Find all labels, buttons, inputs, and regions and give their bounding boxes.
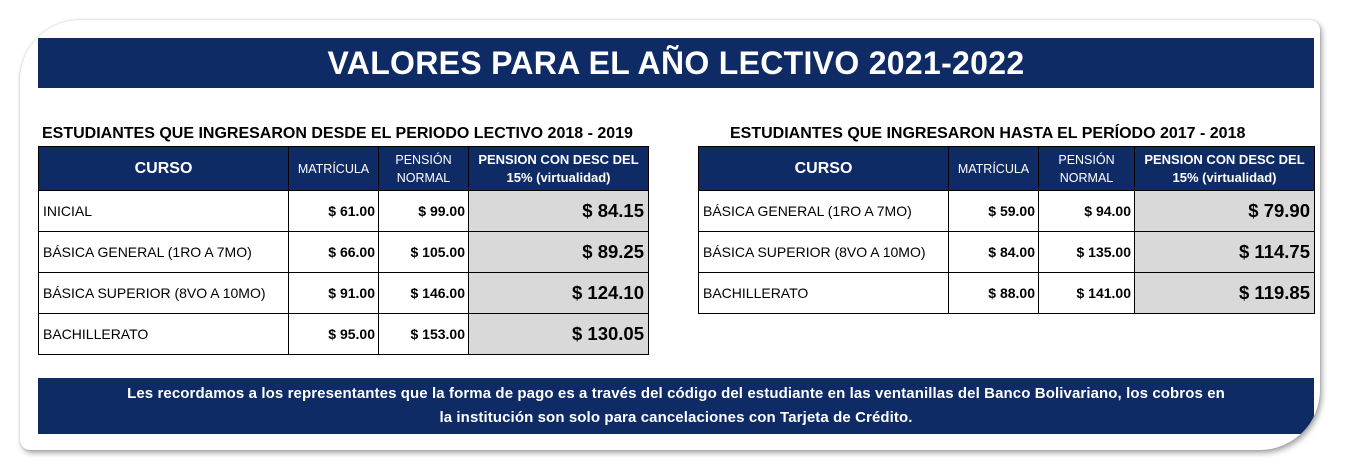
- fees-card: [20, 20, 1320, 450]
- table-header-row: [699, 147, 1315, 191]
- normal-pension-column-header: [379, 147, 469, 191]
- course-cell: BÁSICA GENERAL (1RO A 7MO): [699, 191, 949, 232]
- pension-cell: $ 135.00: [1039, 232, 1135, 273]
- header-line: PENSIÓN: [395, 152, 452, 167]
- page-title: VALORES PARA EL AÑO LECTIVO 2021-2022: [327, 44, 1025, 81]
- header-line: PENSION CON DESC DEL: [1144, 151, 1305, 167]
- enrollment-cell: $ 59.00: [949, 191, 1039, 232]
- table-row: [699, 191, 1315, 232]
- enrollment-column-header: MATRÍCULA: [289, 147, 379, 191]
- pension-cell: $ 141.00: [1039, 273, 1135, 314]
- enrollment-cell: $ 95.00: [289, 314, 379, 355]
- table-header-row: [39, 147, 649, 191]
- discount-cell: $ 124.10: [469, 273, 649, 314]
- left-fees-table: [38, 146, 649, 355]
- table-row: [39, 191, 649, 232]
- right-table-heading: ESTUDIANTES QUE INGRESARON HASTA EL PERÍODO 2017 - 2018: [730, 125, 1246, 142]
- course-column-header: CURSO: [39, 147, 289, 191]
- enrollment-cell: $ 66.00: [289, 232, 379, 273]
- course-cell: BÁSICA SUPERIOR (8VO A 10MO): [699, 232, 949, 273]
- pension-cell: $ 146.00: [379, 273, 469, 314]
- discount-cell: $ 114.75: [1135, 232, 1315, 273]
- header-line: 15% (virtualidad): [506, 169, 611, 185]
- course-cell: BACHILLERATO: [39, 314, 289, 355]
- enrollment-cell: $ 88.00: [949, 273, 1039, 314]
- notice-line-2: la institución son solo para cancelaciones con Tarjeta de Crédito.: [439, 409, 913, 426]
- title-banner: [38, 38, 1314, 88]
- header-line: PENSIÓN: [1058, 152, 1115, 167]
- discount-cell: $ 130.05: [469, 314, 649, 355]
- discount-cell: $ 119.85: [1135, 273, 1315, 314]
- discount-cell: $ 89.25: [469, 232, 649, 273]
- course-cell: INICIAL: [39, 191, 289, 232]
- pension-cell: $ 94.00: [1039, 191, 1135, 232]
- table-row: [699, 232, 1315, 273]
- course-cell: BÁSICA SUPERIOR (8VO A 10MO): [39, 273, 289, 314]
- discount-cell: $ 84.15: [469, 191, 649, 232]
- enrollment-column-header: MATRÍCULA: [949, 147, 1039, 191]
- pension-cell: $ 153.00: [379, 314, 469, 355]
- table-row: [39, 314, 649, 355]
- header-line: NORMAL: [1059, 170, 1114, 185]
- right-fees-table: [698, 146, 1315, 314]
- payment-notice: [38, 378, 1314, 434]
- discount-cell: $ 79.90: [1135, 191, 1315, 232]
- notice-line-1: Les recordamos a los representantes que la forma de pago es a través del código del estudiante en las ventanillas del Banco Bolivariano, los cobros en: [127, 385, 1225, 402]
- header-line: PENSION CON DESC DEL: [478, 151, 639, 167]
- header-line: NORMAL: [396, 170, 451, 185]
- course-column-header: CURSO: [699, 147, 949, 191]
- enrollment-cell: $ 84.00: [949, 232, 1039, 273]
- pension-cell: $ 105.00: [379, 232, 469, 273]
- enrollment-cell: $ 61.00: [289, 191, 379, 232]
- discount-column-header: [469, 147, 649, 191]
- left-table-heading: ESTUDIANTES QUE INGRESARON DESDE EL PERIODO LECTIVO 2018 - 2019: [42, 125, 633, 142]
- header-line: 15% (virtualidad): [1172, 169, 1277, 185]
- discount-column-header: [1135, 147, 1315, 191]
- table-row: [39, 273, 649, 314]
- table-row: [699, 273, 1315, 314]
- enrollment-cell: $ 91.00: [289, 273, 379, 314]
- normal-pension-column-header: [1039, 147, 1135, 191]
- course-cell: BACHILLERATO: [699, 273, 949, 314]
- table-row: [39, 232, 649, 273]
- pension-cell: $ 99.00: [379, 191, 469, 232]
- course-cell: BÁSICA GENERAL (1RO A 7MO): [39, 232, 289, 273]
